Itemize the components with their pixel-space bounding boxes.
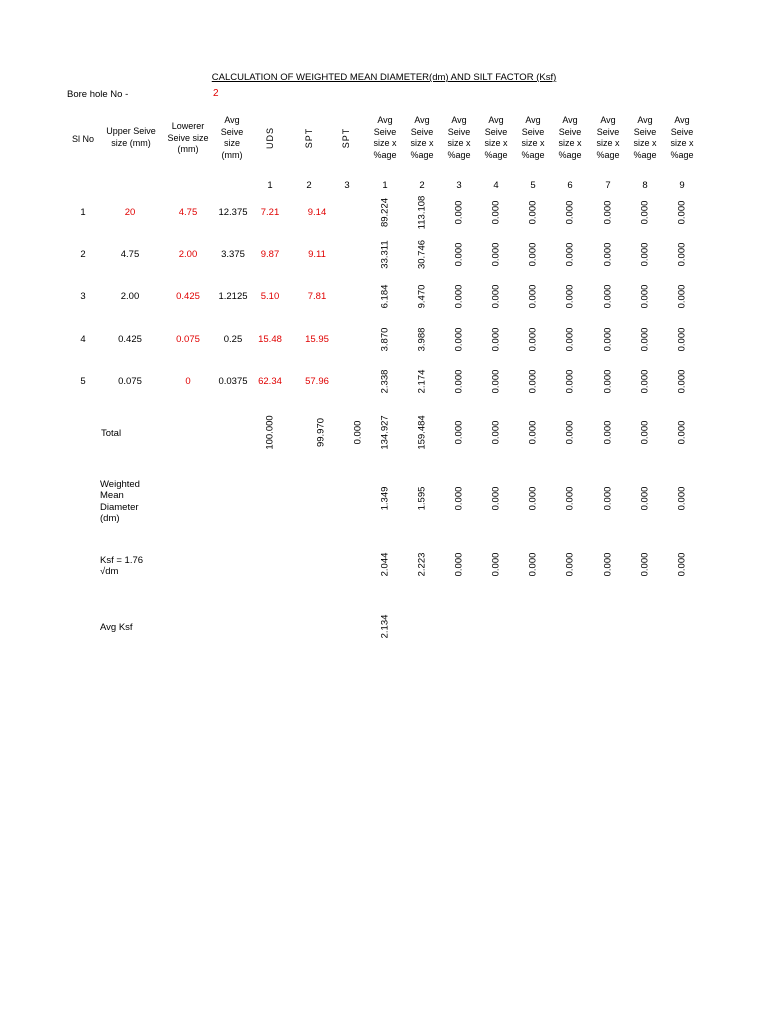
col-number-a-2: 2 xyxy=(306,180,312,191)
row-sl: 4 xyxy=(80,334,86,345)
row-product: 0.000 xyxy=(490,327,502,352)
row-uds: 62.34 xyxy=(258,376,282,387)
row-uds: 9.87 xyxy=(260,249,280,260)
row-spt: 15.95 xyxy=(305,334,329,345)
row-product: 113.108 xyxy=(416,195,428,230)
total-spt2: 0.000 xyxy=(352,420,364,445)
row-product: 0.000 xyxy=(602,242,614,267)
ksf-value: 2.223 xyxy=(416,552,428,577)
row-product: 0.000 xyxy=(490,369,502,394)
total-product: 134.927 xyxy=(379,415,391,450)
row-product: 0.000 xyxy=(602,284,614,309)
header-lower-sieve: Lowerer Seive size (mm) xyxy=(167,121,209,154)
row-product: 0.000 xyxy=(453,369,465,394)
header-avg-pct-2: Avg Seive size x %age xyxy=(410,115,434,160)
row-product: 0.000 xyxy=(527,327,539,352)
header-upper-sieve: Upper Seive size (mm) xyxy=(106,126,156,148)
row-avg: 1.2125 xyxy=(218,291,248,302)
ksf-label: Ksf = 1.76 √dm xyxy=(100,555,144,578)
col-number-b-1: 1 xyxy=(382,180,388,191)
page-title: CALCULATION OF WEIGHTED MEAN DIAMETER(dm) AND SILT FACTOR (Ksf) xyxy=(211,72,557,83)
wmd-label: Weighted Mean Diameter (dm) xyxy=(100,479,140,524)
row-avg: 3.375 xyxy=(221,249,245,260)
row-product: 0.000 xyxy=(490,242,502,267)
row-product: 0.000 xyxy=(639,327,651,352)
ksf-value: 0.000 xyxy=(527,552,539,577)
row-product: 3.988 xyxy=(416,327,428,352)
header-avg-pct-8: Avg Seive size x %age xyxy=(633,115,657,160)
row-upper: 0.425 xyxy=(118,334,142,345)
header-avg-pct-6: Avg Seive size x %age xyxy=(558,115,582,160)
col-number-b-6: 6 xyxy=(567,180,573,191)
row-sl: 1 xyxy=(80,207,86,218)
row-spt: 9.14 xyxy=(307,207,327,218)
row-product: 3.870 xyxy=(379,327,391,352)
row-sl: 2 xyxy=(80,249,86,260)
row-product: 0.000 xyxy=(602,369,614,394)
header-avg-pct-1: Avg Seive size x %age xyxy=(373,115,397,160)
total-product: 0.000 xyxy=(676,420,688,445)
header-avg-sieve: Avg Seive size (mm) xyxy=(220,115,244,160)
total-product: 0.000 xyxy=(602,420,614,445)
ksf-value: 0.000 xyxy=(564,552,576,577)
bore-hole-label: Bore hole No - xyxy=(67,89,129,100)
wmd-value: 0.000 xyxy=(602,486,614,511)
wmd-value: 1.349 xyxy=(379,486,391,511)
row-product: 0.000 xyxy=(676,369,688,394)
wmd-value: 0.000 xyxy=(527,486,539,511)
row-uds: 15.48 xyxy=(258,334,282,345)
ksf-value: 0.000 xyxy=(453,552,465,577)
header-avg-pct-5: Avg Seive size x %age xyxy=(521,115,545,160)
wmd-value: 0.000 xyxy=(490,486,502,511)
row-product: 89.224 xyxy=(379,197,391,228)
total-product: 0.000 xyxy=(527,420,539,445)
col-number-b-4: 4 xyxy=(493,180,499,191)
row-product: 0.000 xyxy=(527,369,539,394)
header-spt-2: SPT xyxy=(341,127,351,149)
row-product: 0.000 xyxy=(453,200,465,225)
row-product: 2.338 xyxy=(379,369,391,394)
ksf-value: 0.000 xyxy=(490,552,502,577)
header-spt-1: SPT xyxy=(304,127,314,149)
row-product: 0.000 xyxy=(453,242,465,267)
header-sl-no: Sl No xyxy=(71,134,94,144)
row-product: 0.000 xyxy=(564,242,576,267)
row-upper: 2.00 xyxy=(120,291,140,302)
row-product: 30.746 xyxy=(416,239,428,270)
row-product: 0.000 xyxy=(564,369,576,394)
col-number-b-9: 9 xyxy=(679,180,685,191)
header-avg-pct-7: Avg Seive size x %age xyxy=(596,115,620,160)
ksf-value: 0.000 xyxy=(676,552,688,577)
row-product: 33.311 xyxy=(379,240,391,269)
total-label: Total xyxy=(101,428,122,439)
row-lower: 0 xyxy=(185,376,191,387)
wmd-value: 0.000 xyxy=(564,486,576,511)
header-avg-pct-4: Avg Seive size x %age xyxy=(484,115,508,160)
row-product: 0.000 xyxy=(527,200,539,225)
row-product: 0.000 xyxy=(602,200,614,225)
row-product: 0.000 xyxy=(564,284,576,309)
row-upper: 0.075 xyxy=(118,376,142,387)
row-spt: 7.81 xyxy=(307,291,327,302)
row-product: 0.000 xyxy=(602,327,614,352)
row-uds: 5.10 xyxy=(260,291,280,302)
header-avg-pct-9: Avg Seive size x %age xyxy=(670,115,694,160)
row-product: 0.000 xyxy=(639,200,651,225)
col-number-a-3: 3 xyxy=(344,180,350,191)
avg-ksf-label: Avg Ksf xyxy=(100,622,133,633)
wmd-value: 1.595 xyxy=(416,486,428,511)
row-product: 0.000 xyxy=(564,327,576,352)
row-avg: 0.0375 xyxy=(218,376,248,387)
row-lower: 4.75 xyxy=(178,207,198,218)
col-number-b-3: 3 xyxy=(456,180,462,191)
col-number-b-8: 8 xyxy=(642,180,648,191)
row-product: 6.184 xyxy=(379,284,391,309)
avg-ksf-value: 2.134 xyxy=(379,614,391,639)
row-avg: 12.375 xyxy=(218,207,248,218)
row-lower: 2.00 xyxy=(178,249,198,260)
row-spt: 9.11 xyxy=(308,249,326,260)
wmd-value: 0.000 xyxy=(453,486,465,511)
row-product: 0.000 xyxy=(453,327,465,352)
row-product: 2.174 xyxy=(416,369,428,394)
total-product: 159.484 xyxy=(416,415,428,450)
row-lower: 0.075 xyxy=(176,334,200,345)
row-product: 0.000 xyxy=(527,284,539,309)
row-product: 0.000 xyxy=(639,369,651,394)
col-number-b-5: 5 xyxy=(530,180,536,191)
header-avg-pct-3: Avg Seive size x %age xyxy=(447,115,471,160)
wmd-value: 0.000 xyxy=(639,486,651,511)
ksf-value: 0.000 xyxy=(639,552,651,577)
row-product: 0.000 xyxy=(527,242,539,267)
row-upper: 20 xyxy=(124,207,136,218)
bore-hole-value: 2 xyxy=(213,88,219,99)
row-product: 0.000 xyxy=(676,284,688,309)
col-number-a-1: 1 xyxy=(267,180,273,191)
col-number-b-7: 7 xyxy=(605,180,611,191)
row-product: 0.000 xyxy=(453,284,465,309)
row-product: 9.470 xyxy=(416,284,428,309)
row-uds: 7.21 xyxy=(260,207,280,218)
row-product: 0.000 xyxy=(639,242,651,267)
row-product: 0.000 xyxy=(676,242,688,267)
ksf-value: 0.000 xyxy=(602,552,614,577)
col-number-b-2: 2 xyxy=(419,180,425,191)
row-sl: 3 xyxy=(80,291,86,302)
row-spt: 57.96 xyxy=(305,376,329,387)
row-product: 0.000 xyxy=(490,200,502,225)
row-product: 0.000 xyxy=(564,200,576,225)
row-product: 0.000 xyxy=(639,284,651,309)
row-upper: 4.75 xyxy=(120,249,140,260)
row-sl: 5 xyxy=(80,376,86,387)
total-product: 0.000 xyxy=(490,420,502,445)
row-product: 0.000 xyxy=(676,200,688,225)
total-spt: 99.970 xyxy=(315,417,327,448)
row-lower: 0.425 xyxy=(176,291,200,302)
total-product: 0.000 xyxy=(639,420,651,445)
total-uds: 100.000 xyxy=(264,415,276,450)
row-product: 0.000 xyxy=(490,284,502,309)
ksf-value: 2.044 xyxy=(379,552,391,577)
wmd-value: 0.000 xyxy=(676,486,688,511)
total-product: 0.000 xyxy=(564,420,576,445)
total-product: 0.000 xyxy=(453,420,465,445)
row-avg: 0.25 xyxy=(223,334,243,345)
row-product: 0.000 xyxy=(676,327,688,352)
header-uds: UDS xyxy=(265,127,275,150)
